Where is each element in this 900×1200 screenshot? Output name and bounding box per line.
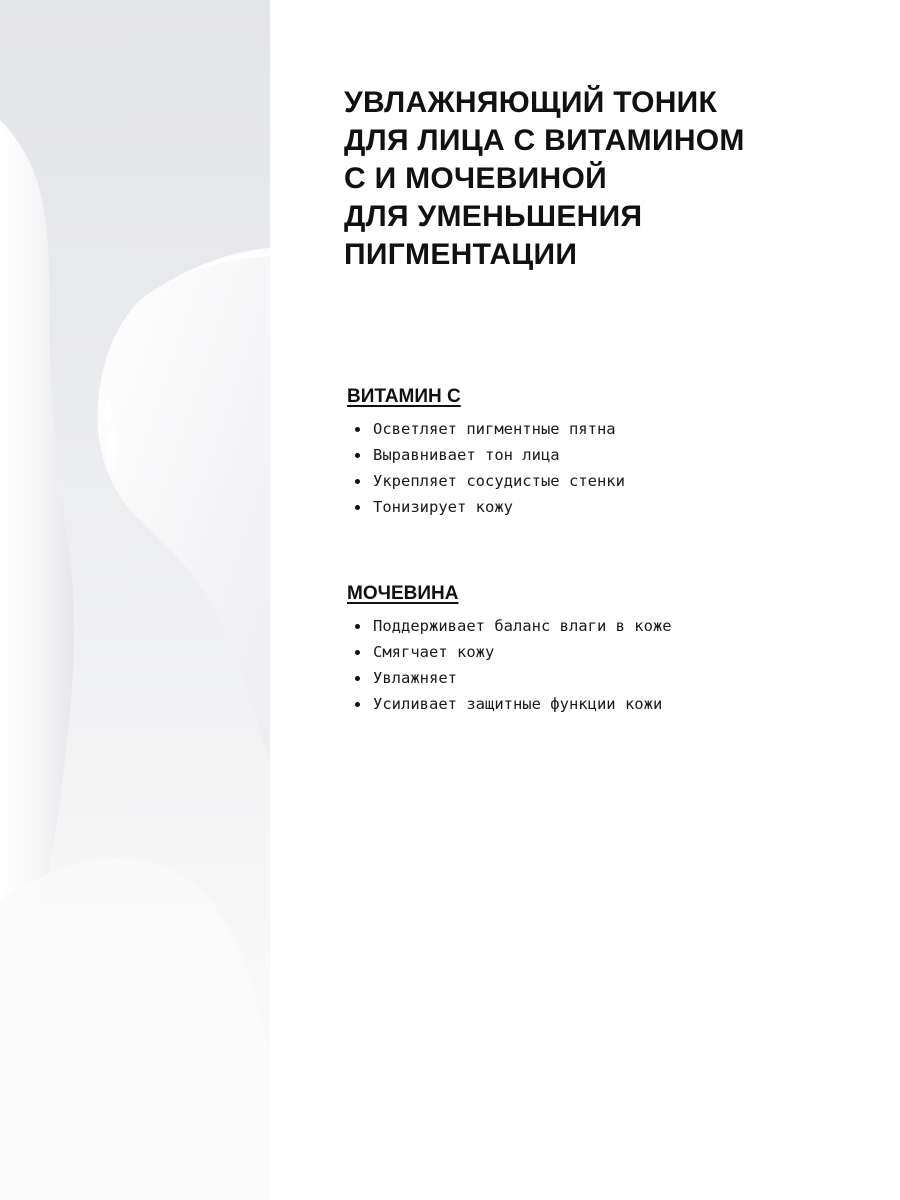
cream-texture-illustration <box>0 0 270 1200</box>
title-line: ПИГМЕНТАЦИИ <box>344 238 578 271</box>
bullet-icon <box>355 453 360 458</box>
urea-section <box>347 583 867 717</box>
list-item <box>347 442 867 468</box>
vitamin-c-section <box>347 386 867 520</box>
list-item-text: Смягчает кожу <box>373 643 495 661</box>
list-item <box>347 665 867 691</box>
list-item <box>347 416 867 442</box>
list-item <box>347 613 867 639</box>
list-item <box>347 639 867 665</box>
bullet-icon <box>355 650 360 655</box>
title-line: ДЛЯ ЛИЦА С ВИТАМИНОМ <box>344 124 745 157</box>
list-item-text: Выравнивает тон лица <box>373 446 560 464</box>
bullet-icon <box>355 624 360 629</box>
bullet-icon <box>355 427 360 432</box>
list-item <box>347 494 867 520</box>
bullet-icon <box>355 505 360 510</box>
title-line: С И МОЧЕВИНОЙ <box>344 162 608 195</box>
section-heading: МОЧЕВИНА <box>347 583 459 604</box>
list-item-text: Увлажняет <box>373 669 457 687</box>
title-line: ДЛЯ УМЕНЬШЕНИЯ <box>344 200 643 233</box>
benefit-list <box>347 416 867 520</box>
list-item-text: Тонизирует кожу <box>373 498 513 516</box>
bullet-icon <box>355 479 360 484</box>
bullet-icon <box>355 676 360 681</box>
list-item-text: Усиливает защитные функции кожи <box>373 695 663 713</box>
cream-texture-image <box>0 0 270 1200</box>
list-item-text: Поддерживает баланс влаги в коже <box>373 617 672 635</box>
title-line: УВЛАЖНЯЮЩИЙ ТОНИК <box>344 86 718 119</box>
section-heading: ВИТАМИН С <box>347 386 461 407</box>
list-item-text: Укрепляет сосудистые стенки <box>373 472 625 490</box>
list-item <box>347 691 867 717</box>
bullet-icon <box>355 702 360 707</box>
list-item-text: Осветляет пигментные пятна <box>373 420 616 438</box>
benefit-list <box>347 613 867 717</box>
list-item <box>347 468 867 494</box>
product-title <box>344 84 864 274</box>
